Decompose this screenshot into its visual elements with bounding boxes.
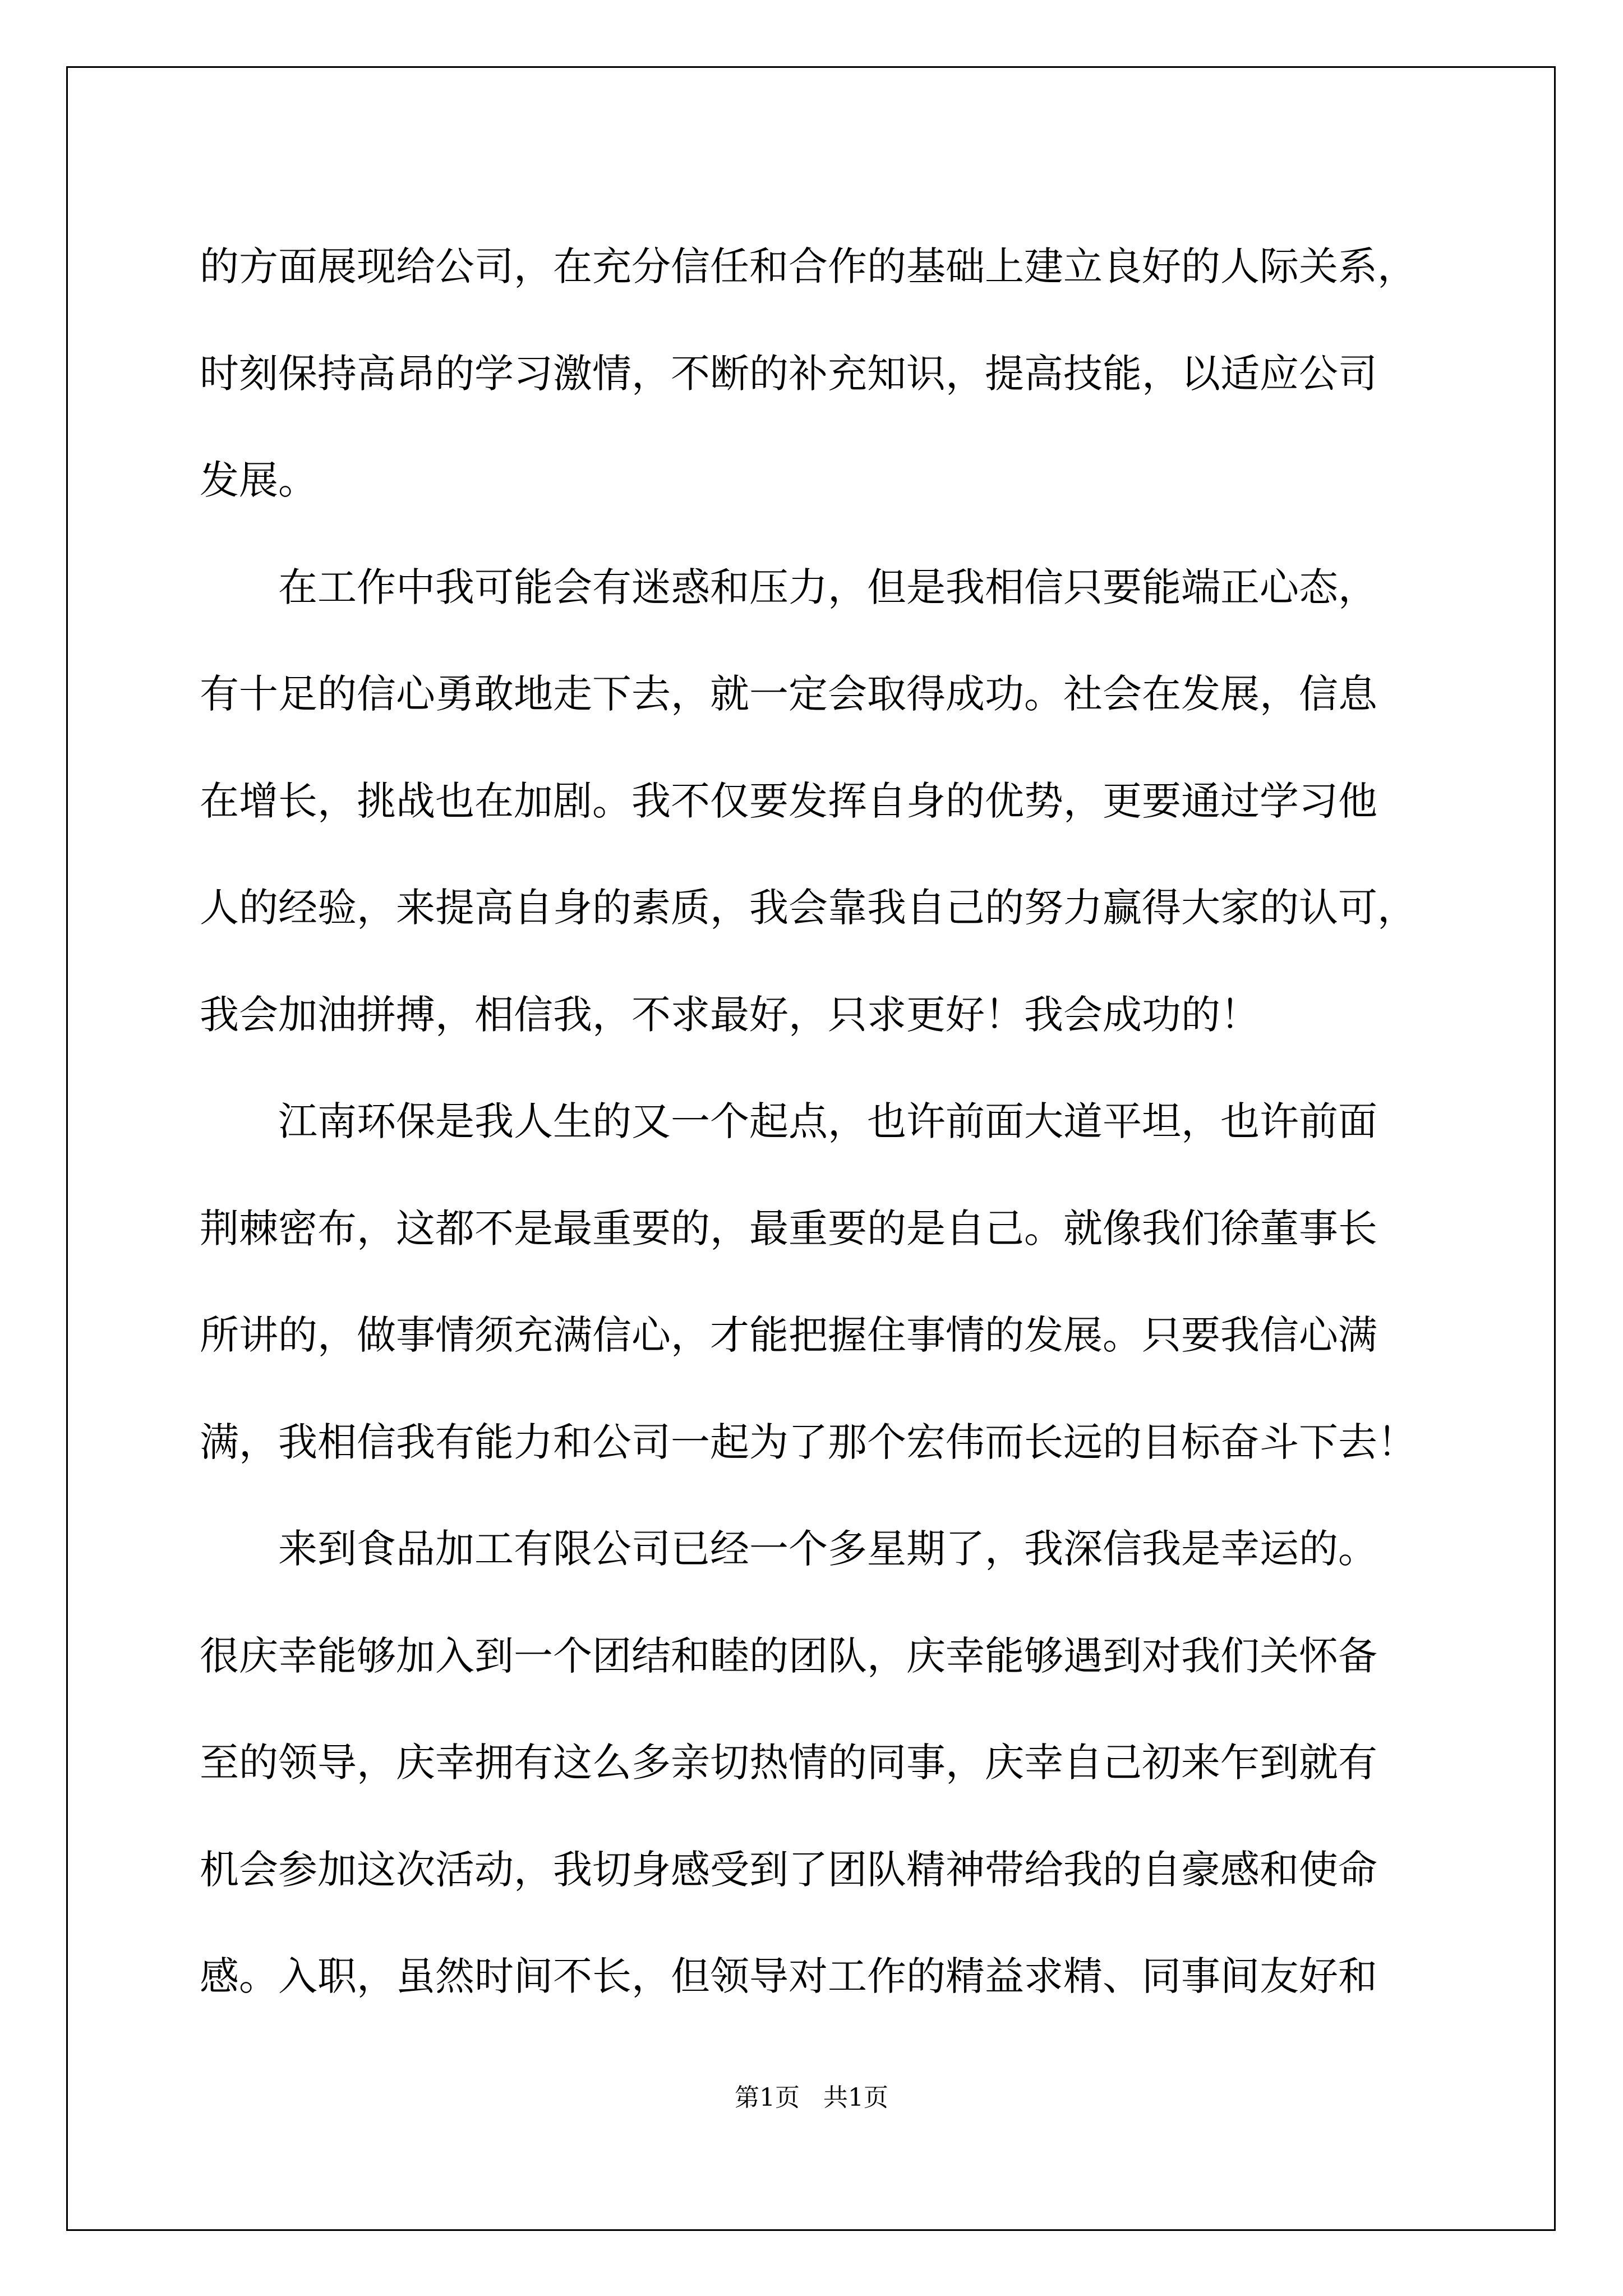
text-line: 很庆幸能够加入到一个团结和睦的团队，庆幸能够遇到对我们关怀备 <box>200 1632 1377 1679</box>
paragraph-start-line: 江南环保是我人生的又一个起点，也许前面大道平坦，也许前面 <box>278 1098 1377 1144</box>
text-line: 发展。 <box>200 457 317 503</box>
document-body <box>200 213 1445 2030</box>
text-line: 至的领导，庆幸拥有这么多亲切热情的同事，庆幸自己初来乍到就有 <box>200 1740 1377 1786</box>
text-line: 时刻保持高昂的学习激情，不断的补充知识，提高技能，以适应公司 <box>200 350 1377 397</box>
paragraph-start-line: 在工作中我可能会有迷惑和压力，但是我相信只要能端正心态， <box>278 564 1377 610</box>
text-line: 的方面展现给公司，在充分信任和合作的基础上建立良好的人际关系， <box>200 243 1417 289</box>
text-line: 在增长，挑战也在加剧。我不仅要发挥自身的优势，更要通过学习他 <box>200 777 1377 824</box>
page-number-footer: 第1页 共1页 <box>735 2083 888 2112</box>
text-line: 满，我相信我有能力和公司一起为了那个宏伟而长远的目标奋斗下去！ <box>200 1419 1417 1465</box>
text-line: 荆棘密布，这都不是最重要的，最重要的是自己。就像我们徐董事长 <box>200 1205 1377 1251</box>
text-line: 人的经验，来提高自身的素质，我会靠我自己的努力赢得大家的认可， <box>200 885 1417 931</box>
text-line: 感。入职，虽然时间不长，但领导对工作的精益求精、同事间友好和 <box>200 1953 1377 1999</box>
text-line: 所讲的，做事情须充满信心，才能把握住事情的发展。只要我信心满 <box>200 1312 1377 1358</box>
text-line: 机会参加这次活动，我切身感受到了团队精神带给我的自豪感和使命 <box>200 1846 1377 1893</box>
paragraph-start-line: 来到食品加工有限公司已经一个多星期了，我深信我是幸运的。 <box>278 1526 1377 1572</box>
text-line: 有十足的信心勇敢地走下去，就一定会取得成功。社会在发展，信息 <box>200 671 1377 717</box>
text-line: 我会加油拼搏，相信我，不求最好，只求更好！我会成功的！ <box>200 991 1260 1038</box>
